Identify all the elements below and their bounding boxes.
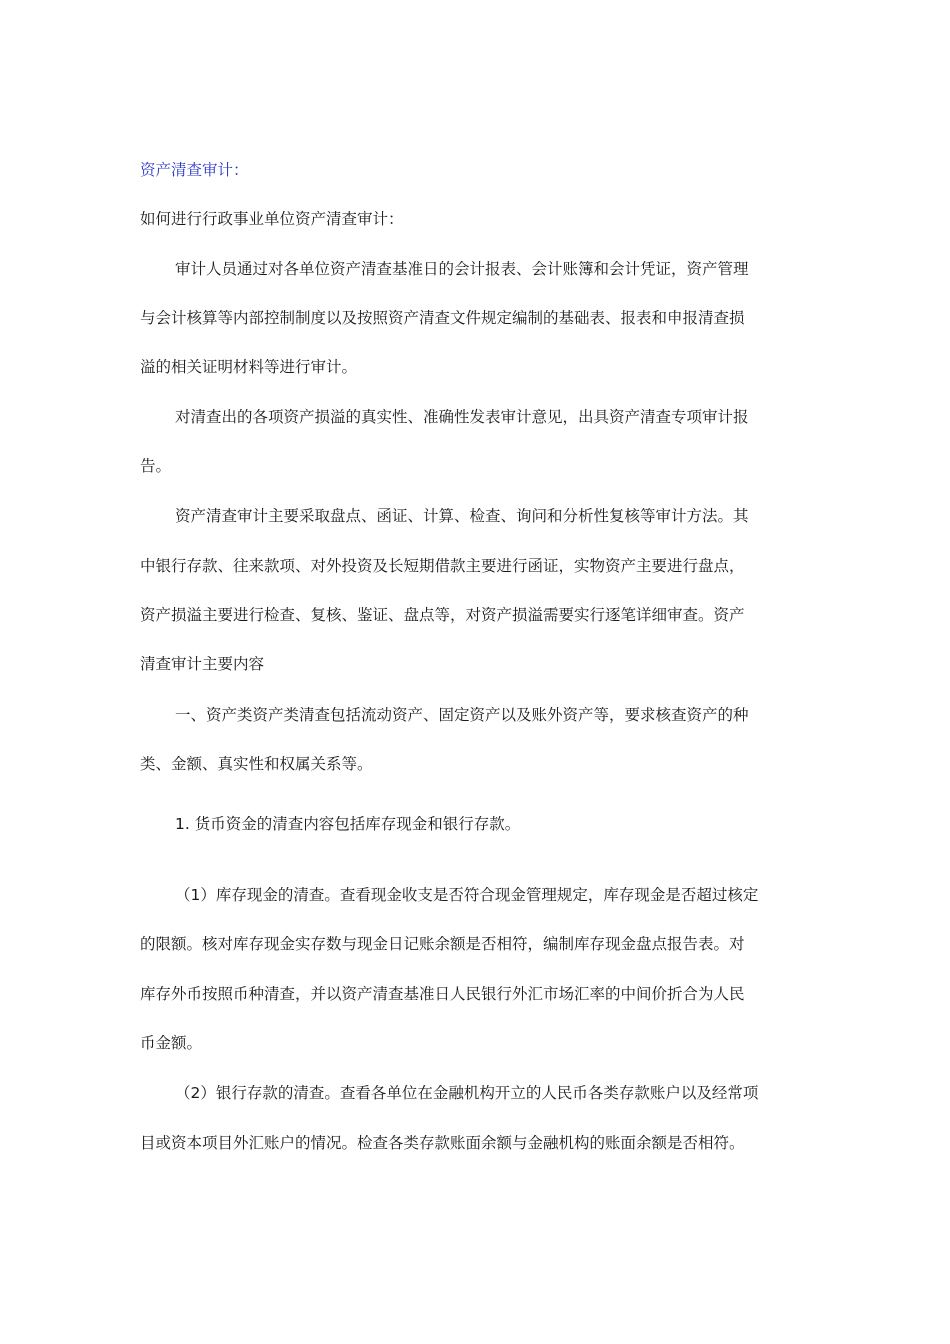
paragraph-line: 告。 [140, 457, 172, 475]
paragraph-line: 一、资产类资产类清查包括流动资产、固定资产以及账外资产等，要求核查资产的种 [175, 706, 749, 724]
paragraph-line: 的限额。核对库存现金实存数与现金日记账余额是否相符，编制库存现金盘点报告表。对 [140, 935, 745, 953]
paragraph-line: （1）库存现金的清查。查看现金收支是否符合现金管理规定，库存现金是否超过核定 [175, 886, 759, 904]
paragraph-line: 币金额。 [140, 1034, 203, 1052]
document-subtitle: 如何进行行政事业单位资产清查审计： [140, 210, 404, 228]
paragraph-line: 审计人员通过对各单位资产清查基准日的会计报表、会计账簿和会计凭证，资产管理 [175, 260, 749, 278]
document-title: 资产清查审计： [140, 161, 249, 179]
paragraph-line: 目或资本项目外汇账户的情况。检查各类存款账面余额与金融机构的账面余额是否相符。 [140, 1134, 745, 1152]
paragraph-line: 类、金额、真实性和权属关系等。 [140, 755, 373, 773]
paragraph-line: 清查审计主要内容 [140, 655, 265, 673]
paragraph-line: 溢的相关证明材料等进行审计。 [140, 358, 358, 376]
paragraph-line: （2）银行存款的清查。查看各单位在金融机构开立的人民币各类存款账户以及经常项 [175, 1084, 759, 1102]
paragraph-line: 库存外币按照币种清查，并以资产清查基准日人民银行外汇市场汇率的中间价折合为人民 [140, 985, 745, 1003]
paragraph-line: 1. 货币资金的清查内容包括库存现金和银行存款。 [175, 815, 521, 833]
paragraph-line: 对清查出的各项资产损溢的真实性、准确性发表审计意见，出具资产清查专项审计报 [175, 408, 749, 426]
paragraph-line: 中银行存款、往来款项、对外投资及长短期借款主要进行函证，实物资产主要进行盘点， [140, 557, 745, 575]
paragraph-line: 资产损溢主要进行检查、复核、鉴证、盘点等，对资产损溢需要实行逐笔详细审查。资产 [140, 606, 745, 624]
paragraph-line: 与会计核算等内部控制制度以及按照资产清查文件规定编制的基础表、报表和申报清查损 [140, 309, 745, 327]
paragraph-line: 资产清查审计主要采取盘点、函证、计算、检查、询问和分析性复核等审计方法。其 [175, 507, 749, 525]
